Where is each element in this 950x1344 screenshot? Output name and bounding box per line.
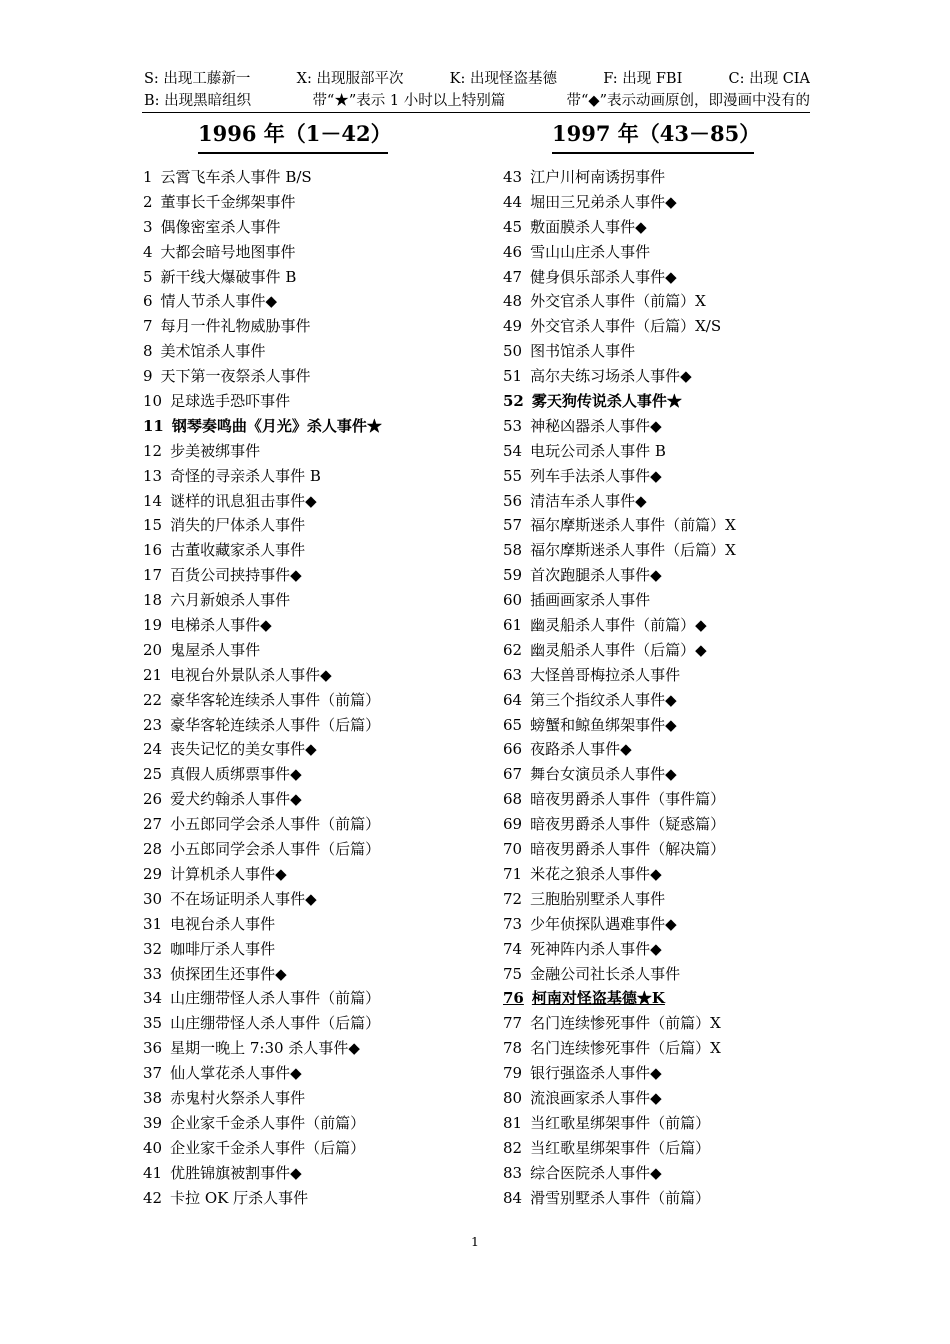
episode-title: 步美被绑事件 [170, 441, 261, 460]
episode-item [503, 663, 803, 688]
episode-number: 24 [143, 740, 163, 759]
episode-number: 69 [503, 815, 523, 834]
episode-title: 福尔摩斯迷杀人事件（后篇）X [530, 541, 736, 560]
episode-title: 健身俱乐部杀人事件◆ [530, 267, 677, 286]
episode-item [143, 240, 483, 265]
episode-item [503, 190, 803, 215]
episode-title: 敷面膜杀人事件◆ [530, 217, 647, 236]
episode-item [503, 812, 803, 837]
episode-item [503, 265, 803, 290]
episode-number: 81 [503, 1113, 523, 1132]
legend-divider [142, 112, 810, 113]
episode-item [503, 1161, 803, 1186]
episode-title: 死神阵内杀人事件◆ [530, 939, 662, 958]
episode-item [143, 986, 483, 1011]
episode-title: 电梯杀人事件◆ [170, 616, 272, 635]
episode-number: 18 [143, 591, 163, 610]
episode-title: 卡拉 OK 厅杀人事件 [170, 1188, 309, 1207]
episode-title: 仙人掌花杀人事件◆ [170, 1064, 302, 1083]
episode-title: 列车手法杀人事件◆ [530, 466, 662, 485]
episode-title: 三胞胎别墅杀人事件 [530, 889, 666, 908]
episode-title: 真假人质绑票事件◆ [170, 765, 302, 784]
episode-title: 福尔摩斯迷杀人事件（前篇）X [530, 516, 736, 535]
episode-number: 52 [503, 392, 524, 411]
episode-item [143, 439, 483, 464]
episode-number: 73 [503, 914, 523, 933]
episode-item [503, 240, 803, 265]
episode-title: 丧失记忆的美女事件◆ [170, 740, 317, 759]
episode-title: 爱犬约翰杀人事件◆ [170, 790, 302, 809]
episode-number: 8 [143, 342, 153, 361]
episode-title: 图书馆杀人事件 [530, 342, 636, 361]
episode-number: 30 [143, 889, 163, 908]
episode-title: 米花之狼杀人事件◆ [530, 864, 662, 883]
episode-item [143, 1086, 483, 1111]
episode-title: 山庄绷带怪人杀人事件（前篇） [170, 989, 381, 1008]
episode-item [143, 389, 483, 414]
episode-number: 45 [503, 217, 523, 236]
episode-title: 夜路杀人事件◆ [530, 740, 632, 759]
episode-title: 当红歌星绑架事件（后篇） [530, 1138, 711, 1157]
episode-number: 80 [503, 1088, 523, 1107]
episode-item [503, 439, 803, 464]
episode-number: 53 [503, 416, 523, 435]
episode-item [503, 339, 803, 364]
episode-title: 名门连续惨死事件（前篇）X [530, 1014, 721, 1033]
episode-number: 46 [503, 242, 523, 261]
episode-number: 6 [143, 292, 153, 311]
episode-number: 60 [503, 591, 523, 610]
episode-title: 美术馆杀人事件 [160, 342, 266, 361]
episode-item [503, 538, 803, 563]
episode-title: 消失的尸体杀人事件 [170, 516, 306, 535]
episode-number: 34 [143, 989, 163, 1008]
episode-number: 20 [143, 640, 163, 659]
episode-item [503, 1136, 803, 1161]
episode-title: 足球选手恐吓事件 [170, 392, 291, 411]
episode-item [503, 638, 803, 663]
year-heading-1996: 1996 年（1－42） [198, 118, 388, 154]
episode-item [503, 588, 803, 613]
episode-item [143, 489, 483, 514]
episode-item [503, 513, 803, 538]
episode-title: 百货公司挟持事件◆ [170, 566, 302, 585]
episode-title: 企业家千金杀人事件（前篇） [170, 1113, 366, 1132]
episode-title: 堀田三兄弟杀人事件◆ [530, 192, 677, 211]
episode-title: 暗夜男爵杀人事件（解决篇） [530, 840, 726, 859]
legend-item-heiji: X: 出现服部平次 [296, 71, 404, 87]
episode-title: 名门连续惨死事件（后篇）X [530, 1039, 721, 1058]
episode-title: 外交官杀人事件（后篇）X/S [530, 317, 722, 336]
episode-item [503, 165, 803, 190]
episode-title: 插画画家杀人事件 [530, 591, 651, 610]
episode-number: 37 [143, 1064, 163, 1083]
episode-item [503, 1186, 803, 1211]
episode-title: 暗夜男爵杀人事件（疑惑篇） [530, 815, 726, 834]
episode-item [143, 688, 483, 713]
episode-title: 当红歌星绑架事件（前篇） [530, 1113, 711, 1132]
episode-item [503, 1036, 803, 1061]
episode-item [143, 1036, 483, 1061]
episode-title: 优胜锦旗被割事件◆ [170, 1163, 302, 1182]
episode-title: 企业家千金杀人事件（后篇） [170, 1138, 366, 1157]
episode-number: 77 [503, 1014, 523, 1033]
episode-number: 67 [503, 765, 523, 784]
episode-item [503, 364, 803, 389]
episode-item [503, 937, 803, 962]
episode-title: 金融公司社长杀人事件 [530, 964, 681, 983]
episode-number: 41 [143, 1163, 163, 1182]
episode-item [503, 314, 803, 339]
episode-item [143, 165, 483, 190]
legend-row-1 [144, 68, 810, 90]
episode-number: 32 [143, 939, 163, 958]
episode-item [143, 414, 483, 439]
episode-number: 74 [503, 939, 523, 958]
episode-title: 清洁车杀人事件◆ [530, 491, 647, 510]
episode-number: 13 [143, 466, 163, 485]
episode-item [143, 1186, 483, 1211]
episode-list-1997 [503, 165, 803, 1210]
episode-number: 28 [143, 840, 163, 859]
episode-title: 钢琴奏鸣曲《月光》杀人事件★ [171, 416, 382, 435]
episode-item [503, 762, 803, 787]
episode-title: 大都会暗号地图事件 [160, 242, 296, 261]
episode-title: 雪山山庄杀人事件 [530, 242, 651, 261]
episode-item [503, 389, 803, 414]
episode-number: 42 [143, 1188, 163, 1207]
episode-number: 14 [143, 491, 163, 510]
episode-item [143, 1136, 483, 1161]
episode-number: 44 [503, 192, 523, 211]
legend-item-black-org: B: 出现黑暗组织 [144, 93, 252, 109]
episode-item [143, 265, 483, 290]
episode-title: 侦探团生还事件◆ [170, 964, 287, 983]
episode-title: 幽灵船杀人事件（后篇）◆ [530, 640, 707, 659]
episode-item [143, 563, 483, 588]
episode-number: 40 [143, 1138, 163, 1157]
episode-number: 83 [503, 1163, 523, 1182]
episode-item [143, 862, 483, 887]
episode-title: 螃蟹和鲸鱼绑架事件◆ [530, 715, 677, 734]
episode-title: 咖啡厅杀人事件 [170, 939, 276, 958]
legend [144, 68, 810, 112]
episode-item [143, 588, 483, 613]
episode-item [503, 887, 803, 912]
episode-title: 高尔夫练习场杀人事件◆ [530, 367, 692, 386]
episode-title: 谜样的讯息狙击事件◆ [170, 491, 317, 510]
episode-number: 9 [143, 367, 153, 386]
episode-item [503, 563, 803, 588]
episode-item [143, 762, 483, 787]
episode-number: 31 [143, 914, 163, 933]
episode-title: 奇怪的寻亲杀人事件 B [170, 466, 321, 485]
episode-item [143, 1061, 483, 1086]
episode-item [143, 787, 483, 812]
episode-number: 21 [143, 665, 163, 684]
episode-item [503, 1061, 803, 1086]
episode-item [143, 1161, 483, 1186]
episode-item [503, 713, 803, 738]
episode-item [143, 314, 483, 339]
episode-number: 29 [143, 864, 163, 883]
episode-number: 11 [143, 416, 164, 435]
episode-number: 50 [503, 342, 523, 361]
episode-item [503, 688, 803, 713]
episode-title: 江户川柯南诱拐事件 [530, 168, 666, 186]
episode-number: 49 [503, 317, 523, 336]
episode-item [503, 464, 803, 489]
episode-item [503, 986, 803, 1011]
episode-item [503, 489, 803, 514]
episode-item [143, 912, 483, 937]
episode-number: 62 [503, 640, 523, 659]
episode-item [143, 513, 483, 538]
episode-title: 小五郎同学会杀人事件（前篇） [170, 815, 381, 834]
episode-number: 82 [503, 1138, 523, 1157]
legend-item-shinichi: S: 出现工藤新一 [144, 71, 251, 87]
episode-item [503, 613, 803, 638]
episode-number: 65 [503, 715, 523, 734]
episode-number: 70 [503, 840, 523, 859]
episode-item [503, 837, 803, 862]
episode-item [143, 538, 483, 563]
episode-number: 3 [143, 217, 153, 236]
episode-number: 25 [143, 765, 163, 784]
episode-number: 78 [503, 1039, 523, 1058]
episode-number: 5 [143, 267, 153, 286]
episode-number: 1 [143, 168, 153, 186]
episode-number: 16 [143, 541, 163, 560]
episode-item [143, 737, 483, 762]
episode-title: 赤鬼村火祭杀人事件 [170, 1088, 306, 1107]
episode-number: 79 [503, 1064, 523, 1083]
episode-item [503, 787, 803, 812]
episode-item [503, 962, 803, 987]
episode-number: 48 [503, 292, 523, 311]
episode-title: 计算机杀人事件◆ [170, 864, 287, 883]
episode-title: 暗夜男爵杀人事件（事件篇） [530, 790, 726, 809]
episode-title: 少年侦探队遇难事件◆ [530, 914, 677, 933]
episode-number: 51 [503, 367, 523, 386]
episode-number: 76 [503, 989, 524, 1008]
page-number: 1 [471, 1234, 479, 1249]
episode-item [503, 414, 803, 439]
episode-item [503, 1086, 803, 1111]
episode-item [143, 887, 483, 912]
episode-item [503, 737, 803, 762]
episode-number: 33 [143, 964, 163, 983]
episode-number: 27 [143, 815, 163, 834]
episode-title: 雾天狗传说杀人事件★ [531, 392, 682, 411]
episode-number: 59 [503, 566, 523, 585]
episode-number: 63 [503, 665, 523, 684]
episode-item [503, 862, 803, 887]
episode-title: 神秘凶器杀人事件◆ [530, 416, 662, 435]
episode-number: 54 [503, 441, 523, 460]
episode-item [503, 215, 803, 240]
episode-title: 小五郎同学会杀人事件（后篇） [170, 840, 381, 859]
episode-title: 豪华客轮连续杀人事件（前篇） [170, 690, 381, 709]
episode-number: 4 [143, 242, 153, 261]
episode-title: 情人节杀人事件◆ [160, 292, 278, 311]
episode-number: 38 [143, 1088, 163, 1107]
episode-title: 董事长千金绑架事件 [160, 192, 296, 211]
episode-title: 滑雪别墅杀人事件（前篇） [530, 1188, 711, 1207]
episode-item [143, 713, 483, 738]
episode-title: 首次跑腿杀人事件◆ [530, 566, 662, 585]
episode-number: 17 [143, 566, 163, 585]
episode-item [143, 364, 483, 389]
episode-title: 舞台女演员杀人事件◆ [530, 765, 677, 784]
episode-title: 豪华客轮连续杀人事件（后篇） [170, 715, 381, 734]
episode-number: 57 [503, 516, 523, 535]
legend-item-kid: K: 出现怪盗基德 [449, 71, 557, 87]
legend-item-cia: C: 出现 CIA [728, 71, 810, 87]
episode-title: 大怪兽哥梅拉杀人事件 [530, 665, 681, 684]
episode-title: 云霄飞车杀人事件 B/S [160, 168, 312, 186]
episode-title: 六月新娘杀人事件 [170, 591, 291, 610]
episode-item [143, 613, 483, 638]
episode-number: 47 [503, 267, 523, 286]
episode-item [503, 289, 803, 314]
episode-item [143, 190, 483, 215]
episode-item [143, 464, 483, 489]
episode-item [143, 837, 483, 862]
episode-number: 43 [503, 168, 523, 186]
episode-title: 鬼屋杀人事件 [170, 640, 261, 659]
episode-number: 66 [503, 740, 523, 759]
episode-item [143, 215, 483, 240]
episode-number: 58 [503, 541, 523, 560]
episode-item [503, 912, 803, 937]
episode-number: 26 [143, 790, 163, 809]
legend-row-2 [144, 90, 810, 112]
episode-title: 柯南对怪盗基德★K [531, 989, 665, 1008]
episode-item [143, 663, 483, 688]
episode-number: 10 [143, 392, 163, 411]
episode-number: 64 [503, 690, 523, 709]
episode-number: 39 [143, 1113, 163, 1132]
episode-number: 2 [143, 192, 153, 211]
episode-number: 35 [143, 1014, 163, 1033]
episode-item [503, 1111, 803, 1136]
episode-title: 综合医院杀人事件◆ [530, 1163, 662, 1182]
episode-item [143, 289, 483, 314]
episode-number: 15 [143, 516, 163, 535]
episode-title: 银行强盗杀人事件◆ [530, 1064, 662, 1083]
episode-item [143, 937, 483, 962]
episode-number: 61 [503, 616, 523, 635]
episode-title: 流浪画家杀人事件◆ [530, 1088, 662, 1107]
episode-title: 每月一件礼物威胁事件 [160, 317, 311, 336]
episode-title: 不在场证明杀人事件◆ [170, 889, 317, 908]
legend-item-diamond-original: 带“◆”表示动画原创，即漫画中没有的 [566, 93, 810, 109]
episode-number: 72 [503, 889, 523, 908]
episode-title: 第三个指纹杀人事件◆ [530, 690, 677, 709]
episode-item [143, 638, 483, 663]
episode-number: 84 [503, 1188, 523, 1207]
episode-item [143, 1111, 483, 1136]
episode-item [143, 962, 483, 987]
episode-number: 55 [503, 466, 523, 485]
episode-number: 19 [143, 616, 163, 635]
episode-title: 古董收藏家杀人事件 [170, 541, 306, 560]
episode-list-1996 [143, 165, 483, 1210]
episode-title: 外交官杀人事件（前篇）X [530, 292, 706, 311]
episode-title: 幽灵船杀人事件（前篇）◆ [530, 616, 707, 635]
episode-title: 偶像密室杀人事件 [160, 217, 281, 236]
episode-number: 71 [503, 864, 523, 883]
episode-number: 56 [503, 491, 523, 510]
episode-item [503, 1011, 803, 1036]
episode-number: 23 [143, 715, 163, 734]
legend-item-star-special: 带“★”表示 1 小时以上特别篇 [312, 93, 506, 109]
episode-title: 星期一晚上 7:30 杀人事件◆ [170, 1039, 360, 1058]
episode-title: 电视台外景队杀人事件◆ [170, 665, 332, 684]
episode-title: 电视台杀人事件 [170, 914, 276, 933]
episode-item [143, 339, 483, 364]
episode-title: 新干线大爆破事件 B [160, 267, 297, 286]
episode-number: 36 [143, 1039, 163, 1058]
episode-number: 68 [503, 790, 523, 809]
episode-number: 12 [143, 441, 163, 460]
episode-number: 22 [143, 690, 163, 709]
episode-item [143, 1011, 483, 1036]
episode-title: 电玩公司杀人事件 B [530, 441, 666, 460]
episode-title: 天下第一夜祭杀人事件 [160, 367, 311, 386]
episode-title: 山庄绷带怪人杀人事件（后篇） [170, 1014, 381, 1033]
episode-number: 75 [503, 964, 523, 983]
episode-item [143, 812, 483, 837]
year-heading-1997: 1997 年（43－85） [552, 118, 754, 154]
legend-item-fbi: F: 出现 FBI [603, 71, 683, 87]
episode-number: 7 [143, 317, 153, 336]
